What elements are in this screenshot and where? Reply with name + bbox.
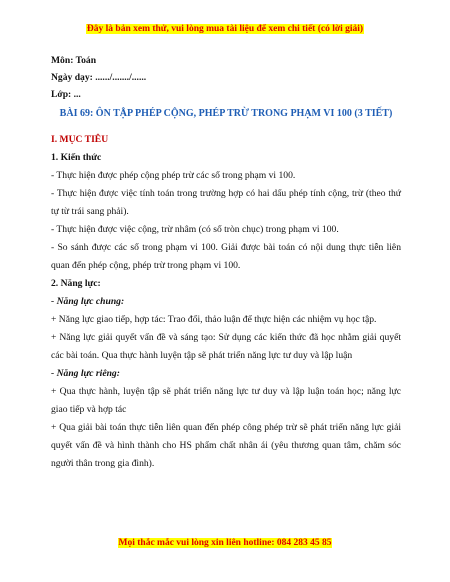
general-ability-item: + Năng lực giao tiếp, hợp tác: Trao đổi, thảo luận để thực hiện các nhiệm vụ học tập. <box>51 314 377 325</box>
specific-ability-heading: - Năng lực riêng: <box>51 368 120 379</box>
knowledge-item: - Thực hiện được việc tính toán trong trường hợp có hai dấu phép tính cộng, trừ (theo thứ tự từ trái sang phải). <box>51 188 401 217</box>
document-body <box>51 52 401 473</box>
section-objectives-heading: I. MỤC TIÊU <box>51 134 109 145</box>
knowledge-item: - Thực hiện được phép cộng phép trừ các số trong phạm vi 100. <box>51 170 296 181</box>
teaching-date-line: Ngày dạy: ....../......./...... <box>51 72 147 83</box>
preview-notice-text: Đây là bản xem thử, vui lòng mua tài liệu để xem chi tiết (có lời giải) <box>86 24 364 34</box>
subject-line: Môn: Toán <box>51 55 97 66</box>
general-ability-item: + Năng lực giải quyết vấn đề và sáng tạo: Sử dụng các kiến thức đã học nhằm giải quyết các bài toán. Qua thực hành luyện tập sẽ phát triển năng lực tư duy và lập luận <box>51 332 401 361</box>
knowledge-item: - So sánh được các số trong phạm vi 100. Giải được bài toán có nội dung thực tiễn liên quan đến phép cộng, phép trừ trong phạm vi 100. <box>51 242 401 271</box>
class-line: Lớp: ... <box>51 89 81 100</box>
lesson-title: BÀI 69: ÔN TẬP PHÉP CỘNG, PHÉP TRỪ TRONG PHẠM VI 100 (3 TIẾT) <box>59 108 393 119</box>
knowledge-item: - Thực hiện được việc cộng, trừ nhâm (có số tròn chục) trong phạm vi 100. <box>51 224 339 235</box>
ability-heading: 2. Năng lực: <box>51 278 101 289</box>
preview-notice-banner <box>0 24 450 34</box>
specific-ability-item: + Qua giải bài toán thực tiễn liên quan đến phép công phép trừ sẽ phát triển năng lực giải quyết vấn đề và hình thành cho HS phẩm chất nhân ái (yêu thương quan tâm, chăm sóc người thân trong gia đình). <box>51 422 401 469</box>
specific-ability-item: + Qua thực hành, luyện tập sẽ phát triển năng lực tư duy và lập luận toán học; năng lực giao tiếp và hợp tác <box>51 386 401 415</box>
knowledge-heading: 1. Kiến thức <box>51 152 102 163</box>
hotline-text: Mọi thắc mắc vui lòng xin liên hotline: 084 283 45 85 <box>118 538 332 548</box>
general-ability-heading: - Năng lực chung: <box>51 296 125 307</box>
hotline-banner <box>0 538 450 548</box>
